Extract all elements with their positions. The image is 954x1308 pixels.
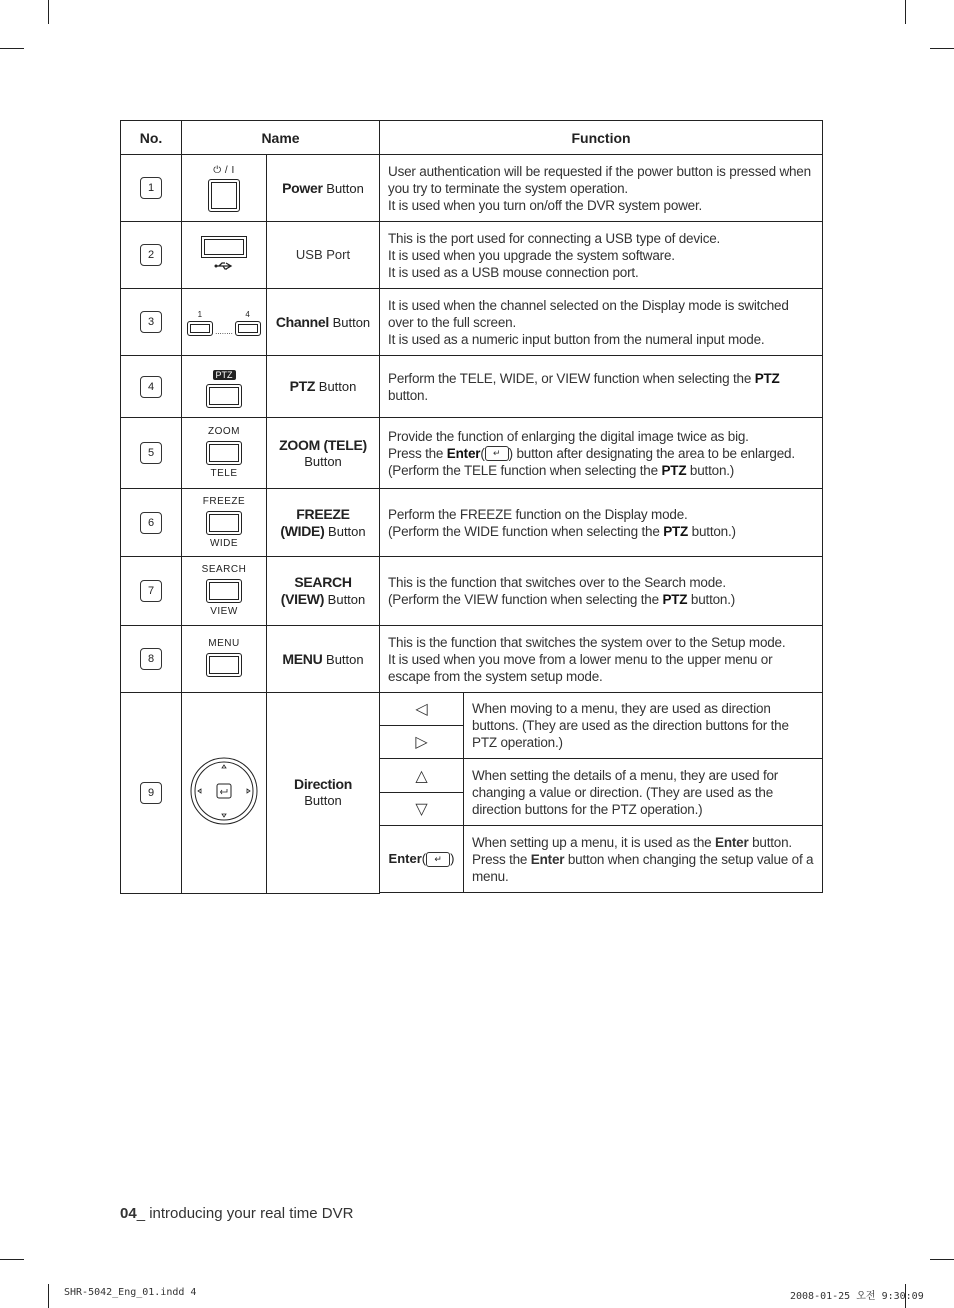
row-name: USB Port bbox=[267, 222, 380, 289]
row-number: 1 bbox=[140, 177, 162, 199]
channel-buttons-icon: 1 ........ 4 bbox=[182, 289, 267, 356]
crop-mark bbox=[905, 0, 906, 24]
direction-pad-icon bbox=[182, 693, 267, 894]
table-row bbox=[121, 693, 823, 726]
row-function: When setting the details of a menu, they are used for changing a value or direction. (They are used as the direction buttons for the PTZ operation.) bbox=[464, 759, 823, 826]
ptz-button-icon: PTZ bbox=[182, 356, 267, 418]
left-arrow-icon: ◁ bbox=[380, 693, 464, 726]
footer-text: _ introducing your real time DVR bbox=[136, 1205, 354, 1222]
row-name: ZOOM (TELE) Button bbox=[267, 418, 380, 489]
row-name: Channel Button bbox=[267, 289, 380, 356]
crop-mark bbox=[0, 48, 24, 49]
row-number: 2 bbox=[140, 244, 162, 266]
function-table bbox=[120, 120, 823, 894]
crop-mark bbox=[48, 0, 49, 24]
header-function: Function bbox=[380, 121, 823, 155]
row-function: It is used when the channel selected on the Display mode is switched over to the full screen. It is used as a numeric input button from the numeral input mode. bbox=[380, 289, 823, 356]
row-number: 3 bbox=[140, 311, 162, 333]
table-row bbox=[121, 626, 823, 693]
zoom-button-icon: ZOOM TELE bbox=[182, 418, 267, 489]
menu-button-icon: MENU bbox=[182, 626, 267, 693]
power-button-icon: ⏻ / I bbox=[182, 155, 267, 222]
enter-key-label: Enter( ↵ ) bbox=[380, 826, 464, 893]
crop-mark bbox=[48, 1284, 49, 1308]
row-name: PTZ Button bbox=[267, 356, 380, 418]
row-number: 5 bbox=[140, 442, 162, 464]
crop-mark bbox=[0, 1259, 24, 1260]
header-no: No. bbox=[121, 121, 182, 155]
row-number: 9 bbox=[140, 782, 162, 804]
row-function: Perform the FREEZE function on the Display mode. (Perform the WIDE function when selecting the PTZ button.) bbox=[380, 489, 823, 557]
down-arrow-icon: ▽ bbox=[380, 793, 464, 826]
row-function: This is the function that switches over to the Search mode. (Perform the VIEW function when selecting the PTZ button.) bbox=[380, 557, 823, 626]
row-function: This is the port used for connecting a USB type of device. It is used when you upgrade the system software. It is used as a USB mouse connection port. bbox=[380, 222, 823, 289]
row-function: When setting up a menu, it is used as the Enter button. Press the Enter button when changing the setup value of a menu. bbox=[464, 826, 823, 893]
row-function: Perform the TELE, WIDE, or VIEW function when selecting the PTZ button. bbox=[380, 356, 823, 418]
row-function: This is the function that switches the system over to the Setup mode. It is used when you move from a lower menu to the upper menu or escape from the system setup mode. bbox=[380, 626, 823, 693]
enter-icon: ↵ bbox=[426, 852, 450, 867]
slug-right: 2008-01-25 오전 9:30:09 bbox=[790, 1291, 924, 1302]
table-row bbox=[121, 222, 823, 289]
row-function: User authentication will be requested if the power button is pressed when you try to terminate the system operation. It is used when you turn on/off the DVR system power. bbox=[380, 155, 823, 222]
page-number: 04 bbox=[120, 1205, 137, 1222]
usb-port-icon bbox=[182, 222, 267, 289]
table-row bbox=[121, 557, 823, 626]
freeze-button-icon: FREEZE WIDE bbox=[182, 489, 267, 557]
table-row bbox=[121, 155, 823, 222]
crop-mark bbox=[930, 48, 954, 49]
header-name: Name bbox=[182, 121, 380, 155]
row-name: MENU Button bbox=[267, 626, 380, 693]
table-header-row bbox=[121, 121, 823, 155]
search-button-icon: SEARCH VIEW bbox=[182, 557, 267, 626]
slug-left: SHR-5042_Eng_01.indd 4 bbox=[64, 1287, 197, 1298]
crop-mark bbox=[930, 1259, 954, 1260]
row-name: SEARCH (VIEW) Button bbox=[267, 557, 380, 626]
row-function: Provide the function of enlarging the digital image twice as big. Press the Enter( ↵ ) button after designating the area to be enlarged. (Perform the TELE function when selecting the PTZ button.) bbox=[380, 418, 823, 489]
up-arrow-icon: △ bbox=[380, 759, 464, 793]
row-number: 4 bbox=[140, 376, 162, 398]
row-name: FREEZE (WIDE) Button bbox=[267, 489, 380, 557]
page-footer bbox=[120, 1205, 353, 1222]
row-name: Direction Button bbox=[267, 693, 380, 894]
row-function: When moving to a menu, they are used as direction buttons. (They are used as the direction buttons for the PTZ operation.) bbox=[464, 693, 823, 759]
row-number: 6 bbox=[140, 512, 162, 534]
table-row bbox=[121, 289, 823, 356]
table-row bbox=[121, 418, 823, 489]
row-number: 7 bbox=[140, 580, 162, 602]
row-number: 8 bbox=[140, 648, 162, 670]
enter-icon: ↵ bbox=[485, 446, 509, 461]
row-name: Power Button bbox=[267, 155, 380, 222]
table-row bbox=[121, 356, 823, 418]
right-arrow-icon: ▷ bbox=[380, 726, 464, 759]
table-row bbox=[121, 489, 823, 557]
